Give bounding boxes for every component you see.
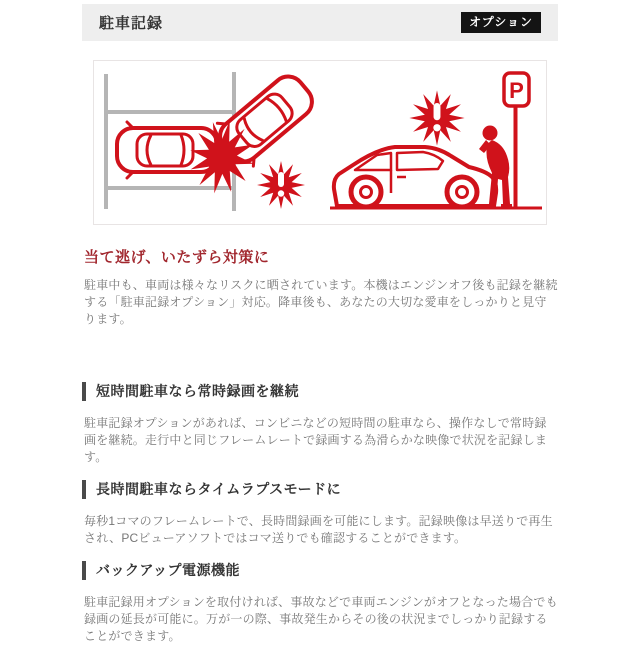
parking-illustration [93,60,547,225]
section-heading: バックアップ電源機能 [82,561,558,580]
section-heading: 長時間駐車ならタイムラプスモードに [82,480,558,499]
feature-section-backup-power [82,561,558,645]
section-body: 駐車記録用オプションを取付ければ、事故などで車両エンジンがオフとなった場合でも録画の延長が可能に。万が一の際、事故発生からその後の状況までしっかり記録することができます。 [84,594,558,643]
feature-section-short-parking [82,382,558,466]
feature-section-timelapse [82,480,558,547]
feature-header-bar [82,4,558,41]
lead-heading: 当て逃げ、いたずら対策に [84,249,270,266]
parking-sign-letter: P [509,78,524,103]
section-body: 毎秒1コマのフレームレートで、長時間録画を可能にします。記録映像は早送りで再生され、PCビューアソフトではコマ送りでも確認することができます。 [84,513,553,545]
page-title: 駐車記録 [99,15,164,32]
alert-burst-icon [409,90,464,145]
alert-burst-icon [257,161,305,209]
lead-body: 駐車中も、車両は様々なリスクに晒されています。本機はエンジンオフ後も記録を継続する「駐車記録オプション」対応。降車後も、あなたの大切な愛車をしっかりと見守ります。 [84,278,558,327]
section-body: 駐車記録オプションがあれば、コンビニなどの短時間の駐車なら、操作なしで常時録画を継続。走行中と同じフレームレートで録画する為滑らかな映像で状況を記録します。 [84,415,548,465]
option-badge: オプション [461,12,541,32]
parking-illustration-svg [94,61,544,224]
car-side-view-icon [334,147,496,207]
section-heading: 短時間駐車なら常時録画を継続 [82,382,558,401]
product-feature-page [82,0,558,645]
